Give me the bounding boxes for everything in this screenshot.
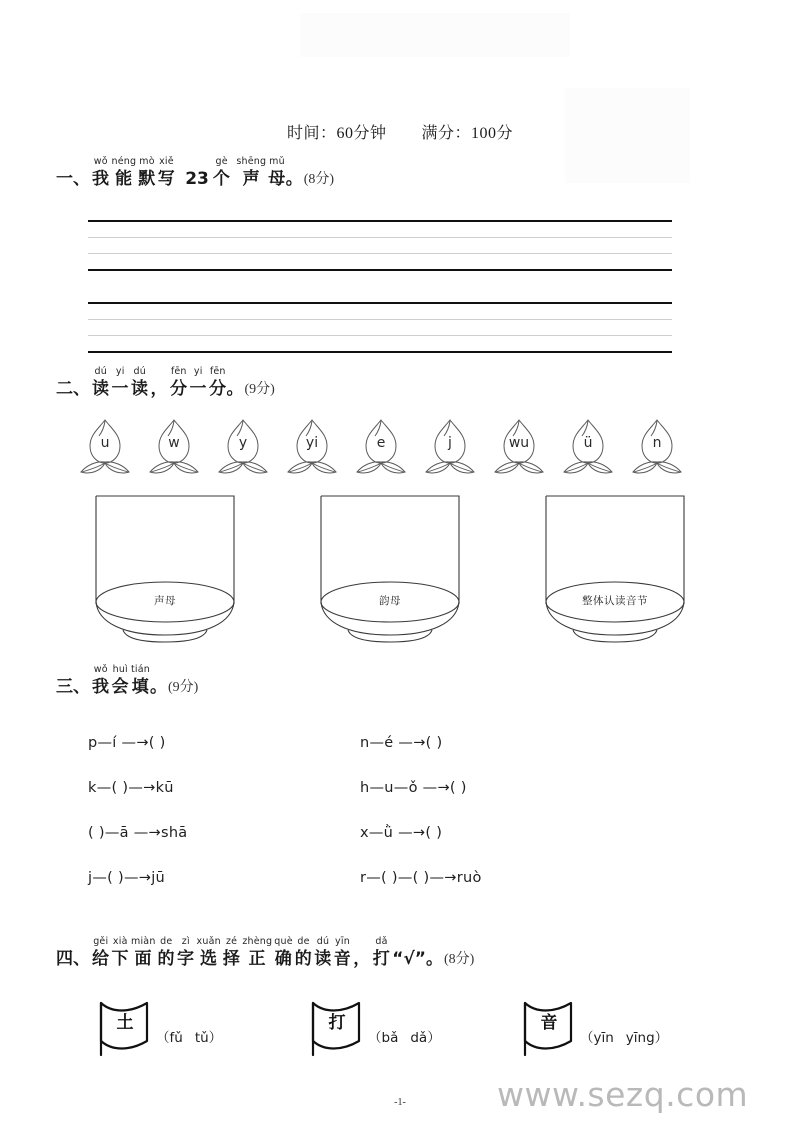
char-pinyin: gè	[215, 156, 228, 167]
heading-char-unit	[197, 936, 221, 970]
heading-char-unit	[112, 664, 130, 698]
heading-char-unit	[112, 366, 130, 400]
stave-line-top	[88, 220, 672, 222]
reading-options: （fǔ tǔ）	[156, 1030, 223, 1046]
section-score: (8分)	[303, 172, 335, 187]
spelling-item[interactable]: r—( )—( )—→ruò	[360, 870, 482, 886]
section-heading-2	[56, 366, 275, 400]
stave-line-bottom	[88, 269, 672, 271]
peach-label: u	[100, 435, 110, 451]
flag-choice-item	[520, 995, 668, 1065]
char-hanzi: 的	[294, 949, 313, 969]
char-pinyin: zì	[181, 936, 190, 947]
heading-period: 。	[285, 169, 303, 189]
section-heading-4	[56, 936, 474, 970]
reading-option[interactable]: yīng	[625, 1030, 655, 1046]
heading-char-unit	[209, 366, 227, 400]
heading-period: 。	[150, 677, 168, 697]
scan-artifact-band-top	[300, 13, 570, 57]
heading-char-unit	[112, 156, 137, 190]
char-pinyin: gěi	[93, 936, 109, 947]
reading-options: （yīn yīng）	[580, 1030, 669, 1046]
page-number: -1-	[394, 1097, 406, 1108]
char-pinyin: miàn	[131, 936, 156, 947]
char-pinyin: dú	[94, 366, 107, 377]
char-pinyin: zhèng	[242, 936, 273, 947]
char-hanzi: 分	[170, 379, 188, 399]
basket-shengmu[interactable]	[90, 492, 240, 644]
char-hanzi: 我	[92, 169, 110, 189]
char-pinyin: fēn	[209, 366, 226, 377]
heading-char-unit	[274, 936, 293, 970]
heading-period: 。	[226, 379, 244, 399]
char-hanzi: 会	[111, 677, 129, 697]
total-score-label: 满分：100分	[421, 125, 514, 142]
char-pinyin: xià	[112, 936, 128, 947]
char-pinyin: dǎ	[375, 936, 388, 947]
flag-banner	[96, 995, 154, 1057]
char-pinyin	[195, 156, 198, 169]
spelling-item[interactable]: k—( )—→kū	[88, 780, 174, 796]
char-pinyin: de	[160, 936, 173, 947]
peach-label: y	[238, 435, 248, 451]
char-hanzi: 正	[248, 949, 267, 969]
heading-char-unit	[295, 936, 313, 970]
heading-char-unit	[236, 156, 266, 190]
peach-card[interactable]	[626, 415, 688, 477]
spelling-row	[88, 732, 708, 777]
char-hanzi: 选	[199, 949, 218, 969]
section-number-3: 三、	[56, 677, 90, 697]
char-pinyin: dú	[316, 936, 330, 947]
char-pinyin: què	[274, 936, 293, 947]
peach-label: w	[168, 435, 180, 451]
char-hanzi: 下	[111, 949, 129, 969]
spelling-item[interactable]: n—é —→( )	[360, 735, 443, 751]
char-hanzi: 字	[177, 949, 195, 969]
peach-card[interactable]	[488, 415, 550, 477]
stave-line-lower-mid	[88, 253, 672, 254]
char-pinyin: yīn	[335, 936, 350, 947]
char-hanzi: 读	[131, 379, 149, 399]
spelling-item[interactable]: x—ǜ —→( )	[360, 825, 443, 841]
char-hanzi: 个	[212, 169, 231, 189]
char-pinyin	[407, 936, 410, 949]
heading-char-unit	[131, 664, 150, 698]
flag-choice-item	[308, 995, 441, 1065]
char-hanzi: 给	[92, 949, 110, 969]
pinyin-stave-2[interactable]	[88, 302, 672, 352]
reading-option[interactable]: tǔ	[194, 1030, 209, 1046]
heading-char-unit	[158, 156, 176, 190]
char-pinyin: wǒ	[93, 664, 108, 675]
peach-label: j	[448, 435, 452, 451]
flag-banner	[520, 995, 578, 1057]
heading-char-unit	[131, 366, 149, 400]
char-hanzi: 母	[268, 169, 286, 189]
peach-card[interactable]	[350, 415, 412, 477]
stave-line-bottom	[88, 351, 672, 353]
heading-char-unit	[392, 936, 426, 970]
peach-label: wu	[508, 435, 530, 451]
char-hanzi: 的	[157, 949, 176, 969]
heading-char-unit	[158, 936, 176, 970]
exam-meta-line	[0, 120, 800, 143]
heading-char-unit	[268, 156, 286, 190]
spelling-item[interactable]: ( )—ā —→shā	[88, 825, 188, 841]
char-hanzi: 填	[131, 677, 150, 697]
heading-char-unit	[223, 936, 241, 970]
heading-char-unit	[92, 664, 110, 698]
heading-char-unit	[92, 366, 110, 400]
stave-line-lower-mid	[88, 335, 672, 336]
peach-label: e	[376, 435, 386, 451]
char-hanzi: 一	[111, 379, 129, 399]
spelling-item[interactable]: p—í —→( )	[88, 735, 166, 751]
peach-label: ü	[583, 435, 593, 451]
basket-yunmu[interactable]	[315, 492, 465, 644]
char-pinyin	[158, 366, 161, 379]
char-hanzi: ，	[150, 379, 168, 399]
spelling-item[interactable]: h—u—ǒ —→( )	[360, 780, 467, 796]
heading-period: 。	[425, 949, 443, 969]
heading-char-unit	[213, 156, 231, 190]
spelling-row	[88, 777, 708, 822]
char-pinyin: tián	[131, 664, 151, 675]
site-watermark: www.sezq.com	[497, 1075, 749, 1114]
char-pinyin: zé	[225, 936, 238, 947]
char-hanzi: 能	[115, 169, 133, 189]
pinyin-stave-1[interactable]	[88, 220, 672, 270]
section-number-2: 二、	[56, 379, 90, 399]
char-pinyin: dú	[133, 366, 146, 377]
stave-line-upper-mid	[88, 319, 672, 320]
heading-char-unit	[373, 936, 391, 970]
char-hanzi: “√”	[392, 949, 426, 969]
peach-card[interactable]	[143, 415, 205, 477]
heading-char-unit	[353, 936, 371, 970]
section-heading-1	[56, 156, 334, 190]
flag-choice-item	[96, 995, 222, 1065]
peach-card[interactable]	[557, 415, 619, 477]
reading-option[interactable]: yīn	[593, 1030, 614, 1046]
basket-label: 韵母	[379, 595, 401, 607]
basket-zhengti-renduyinjie[interactable]	[540, 492, 690, 644]
basket-label: 声母	[154, 595, 176, 607]
char-hanzi: 默	[138, 169, 156, 189]
heading-char-unit	[314, 936, 332, 970]
spelling-row	[88, 822, 708, 867]
char-hanzi: 我	[92, 677, 110, 697]
section-number-4: 四、	[56, 949, 90, 969]
heading-char-unit	[112, 936, 130, 970]
char-pinyin: mǔ	[269, 156, 285, 167]
basket-icon	[540, 492, 690, 644]
char-hanzi: 读	[92, 379, 110, 399]
basket-icon	[90, 492, 240, 644]
flag-hanzi: 音	[540, 1013, 558, 1033]
spelling-row	[88, 867, 708, 912]
flag-hanzi: 打	[328, 1013, 346, 1033]
peach-card[interactable]	[212, 415, 274, 477]
heading-char-unit	[185, 156, 209, 190]
char-pinyin: xuǎn	[196, 936, 221, 947]
heading-char-unit	[151, 366, 169, 400]
char-hanzi: 分	[209, 379, 227, 399]
section-score: (9分)	[244, 382, 275, 397]
time-limit-label: 时间：60分钟	[286, 125, 387, 142]
heading-char-unit	[131, 936, 156, 970]
char-hanzi: 确	[274, 949, 293, 969]
stave-line-top	[88, 302, 672, 304]
heading-char-unit	[138, 156, 156, 190]
stave-line-upper-mid	[88, 237, 672, 238]
char-hanzi: 一	[189, 379, 207, 399]
flag-choice-row	[96, 995, 716, 1065]
peach-card-row	[74, 415, 714, 477]
heading-char-unit	[334, 936, 352, 970]
flag-banner	[308, 995, 366, 1057]
char-pinyin: mò	[139, 156, 155, 167]
section-heading-3	[56, 664, 198, 698]
heading-char-unit	[190, 366, 208, 400]
char-pinyin: xiě	[159, 156, 174, 167]
char-hanzi: 声	[242, 169, 261, 189]
char-hanzi: 23	[185, 169, 209, 189]
reading-option[interactable]: dǎ	[410, 1030, 428, 1046]
peach-label: n	[652, 435, 662, 451]
peach-label: yi	[305, 435, 319, 451]
char-pinyin: néng	[111, 156, 137, 167]
char-pinyin: huì	[112, 664, 128, 675]
char-hanzi: ，	[353, 949, 371, 969]
heading-char-unit	[177, 936, 195, 970]
spelling-exercise-grid	[88, 732, 708, 912]
heading-char-unit	[170, 366, 188, 400]
basket-label: 整体认读音节	[582, 595, 648, 607]
char-hanzi: 打	[372, 949, 391, 969]
reading-option[interactable]: fǔ	[169, 1030, 183, 1046]
char-pinyin: fēn	[170, 366, 187, 377]
char-hanzi: 音	[333, 949, 352, 969]
char-hanzi: 面	[134, 949, 153, 969]
char-hanzi: 择	[222, 949, 241, 969]
section-number-1: 一、	[56, 169, 90, 189]
peach-card[interactable]	[281, 415, 343, 477]
basket-icon	[315, 492, 465, 644]
char-hanzi: 读	[314, 949, 332, 969]
char-pinyin	[360, 936, 363, 949]
char-hanzi: 写	[157, 169, 176, 189]
spelling-item[interactable]: j—( )—→jū	[88, 870, 166, 886]
heading-char-unit	[92, 156, 110, 190]
reading-option[interactable]: bǎ	[381, 1030, 399, 1046]
char-pinyin: wǒ	[93, 156, 108, 167]
reading-options: （bǎ dǎ）	[368, 1030, 441, 1046]
heading-char-unit	[242, 936, 272, 970]
char-pinyin: shēng	[236, 156, 267, 167]
peach-card[interactable]	[74, 415, 136, 477]
heading-char-unit	[92, 936, 110, 970]
char-pinyin: de	[297, 936, 310, 947]
peach-card[interactable]	[419, 415, 481, 477]
section-score: (9分)	[168, 680, 199, 695]
section-score: (8分)	[443, 952, 475, 967]
char-pinyin: yi	[193, 366, 203, 377]
flag-hanzi: 土	[116, 1013, 134, 1033]
char-pinyin: yi	[115, 366, 125, 377]
